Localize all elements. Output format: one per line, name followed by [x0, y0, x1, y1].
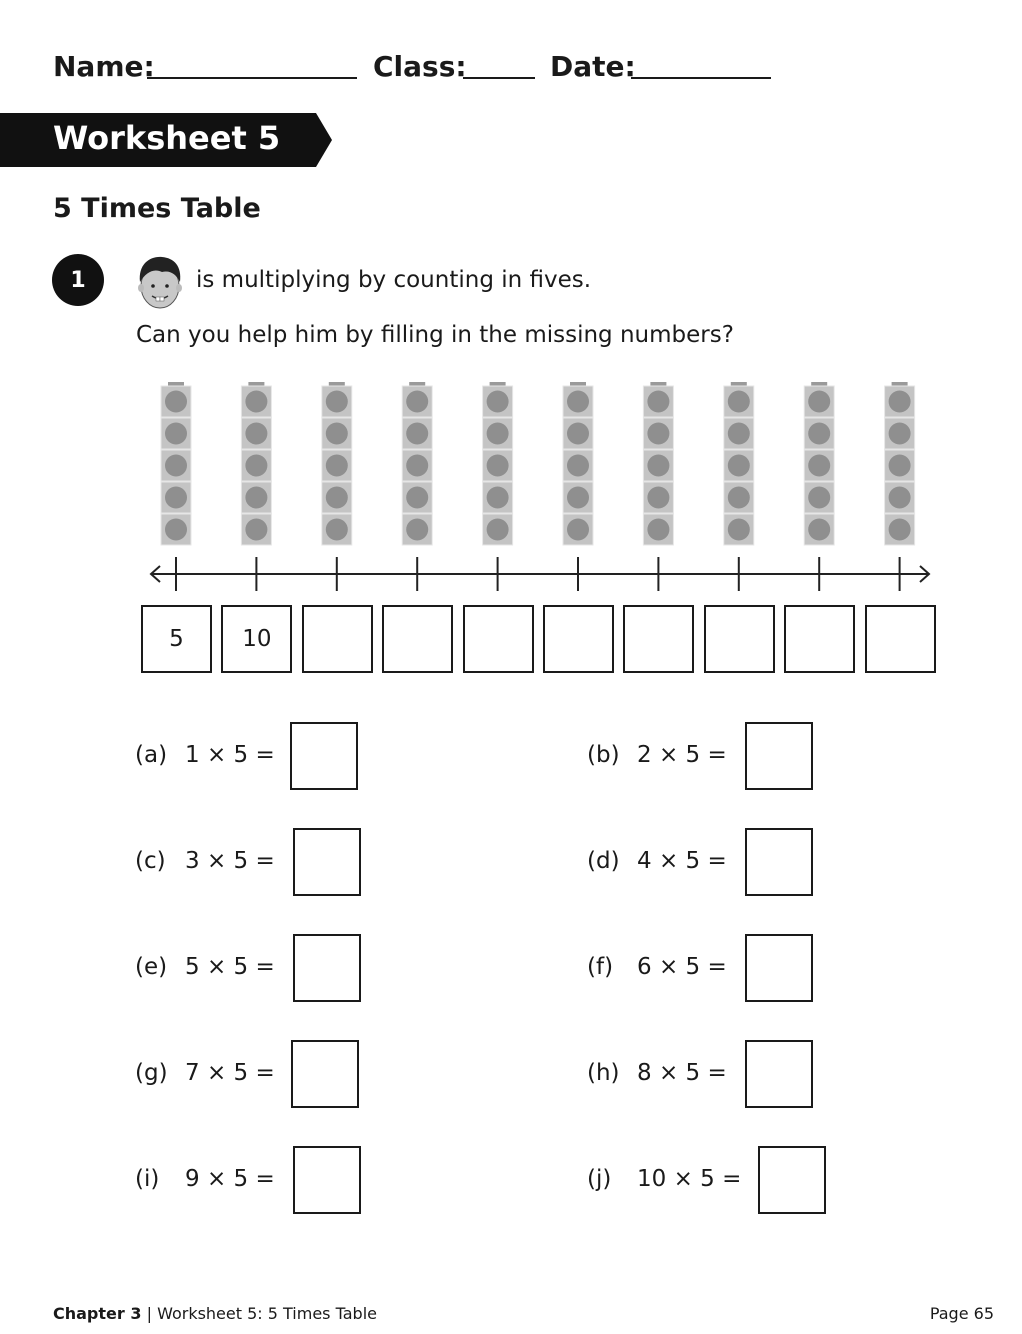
answer-box[interactable]: 5 [141, 605, 212, 673]
equation-expression: 7 × 5 = [185, 1060, 275, 1086]
name-label: Name: [53, 50, 155, 83]
cube-stack [885, 382, 915, 545]
equation-expression: 8 × 5 = [637, 1060, 727, 1086]
worksheet-title: Worksheet 5 [53, 119, 281, 157]
answer-box[interactable] [704, 605, 775, 673]
equation-answer-box[interactable] [758, 1146, 826, 1214]
question-number-badge [52, 254, 104, 306]
equation-label: (b) [587, 742, 620, 768]
footer-chapter [53, 1304, 377, 1323]
footer-chapter-label: Chapter 3 [53, 1304, 142, 1323]
cube-stacks-number-line [140, 378, 940, 558]
equation-answer-box[interactable] [745, 1040, 813, 1108]
number-line-axis [140, 550, 940, 600]
equation-answer-box[interactable] [745, 934, 813, 1002]
cube-stack [161, 382, 191, 545]
cube-stack [643, 382, 673, 545]
equation-expression: 6 × 5 = [637, 954, 727, 980]
answer-box[interactable] [623, 605, 694, 673]
equation-label: (d) [587, 848, 620, 874]
name-field[interactable] [147, 77, 357, 79]
equation-expression: 2 × 5 = [637, 742, 727, 768]
equation-expression: 5 × 5 = [185, 954, 275, 980]
equation-label: (a) [135, 742, 168, 768]
section-title: 5 Times Table [53, 193, 261, 224]
equation-answer-box[interactable] [293, 828, 361, 896]
equation-label: (j) [587, 1166, 612, 1192]
date-field[interactable] [631, 77, 771, 79]
equation-expression: 3 × 5 = [185, 848, 275, 874]
cube-stacks [161, 382, 915, 545]
equation-answer-box[interactable] [293, 1146, 361, 1214]
equation-label: (g) [135, 1060, 168, 1086]
cube-stack [322, 382, 352, 545]
equation-answer-box[interactable] [293, 934, 361, 1002]
answer-box[interactable] [865, 605, 936, 673]
footer-page: Page 65 [929, 1304, 994, 1323]
class-field[interactable] [463, 77, 535, 79]
answer-box[interactable] [463, 605, 534, 673]
cube-stack [402, 382, 432, 545]
cube-stack [483, 382, 513, 545]
cube-stack [724, 382, 754, 545]
equation-answer-box[interactable] [291, 1040, 359, 1108]
footer-separator: | [146, 1304, 152, 1323]
equation-label: (e) [135, 954, 168, 980]
cube-stack [241, 382, 271, 545]
equation-label: (c) [135, 848, 166, 874]
answer-box[interactable]: 10 [221, 605, 292, 673]
equation-expression: 10 × 5 = [637, 1166, 742, 1192]
question-text-line2: Can you help him by filling in the missing numbers? [136, 322, 734, 348]
equation-label: (f) [587, 954, 614, 980]
equation-expression: 4 × 5 = [637, 848, 727, 874]
equation-answer-box[interactable] [745, 828, 813, 896]
cube-stack [563, 382, 593, 545]
equation-answer-box[interactable] [745, 722, 813, 790]
answer-box[interactable] [382, 605, 453, 673]
date-label: Date: [550, 50, 636, 83]
question-number: 1 [70, 267, 86, 293]
answer-box[interactable] [543, 605, 614, 673]
equation-label: (h) [587, 1060, 620, 1086]
equation-expression: 1 × 5 = [185, 742, 275, 768]
equation-label: (i) [135, 1166, 160, 1192]
answer-box[interactable] [784, 605, 855, 673]
boy-face-icon [136, 254, 184, 312]
equation-answer-box[interactable] [290, 722, 358, 790]
equation-expression: 9 × 5 = [185, 1166, 275, 1192]
answer-box[interactable] [302, 605, 373, 673]
cube-stack [804, 382, 834, 545]
footer-title: Worksheet 5: 5 Times Table [157, 1304, 377, 1323]
question-text-line1: is multiplying by counting in fives. [196, 267, 592, 293]
class-label: Class: [373, 50, 467, 83]
